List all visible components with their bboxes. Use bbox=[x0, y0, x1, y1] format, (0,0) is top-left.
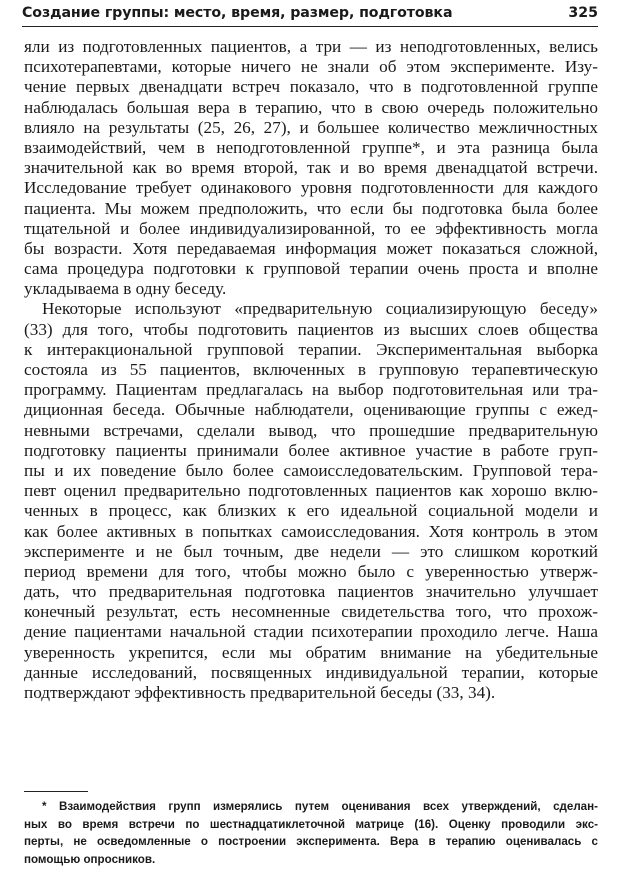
text-line: как более активных в попытках самоисследования. Хотя контроль в этом bbox=[24, 521, 598, 541]
text-line: программу. Пациентам предлагалась на выбор подготовительная или тра- bbox=[24, 380, 598, 400]
text-line: дать, что предварительная подготовка пациентов значительно улучшает bbox=[24, 582, 598, 602]
text-line: Исследование требует одинакового уровня подготовленности для каждого bbox=[24, 178, 598, 198]
text-line: пациента. Мы можем предположить, что если бы подготовка была более bbox=[24, 198, 598, 218]
text-line: данные исследований, посвященных индивидуальной терапии, которые bbox=[24, 662, 598, 682]
text-line: период времени для того, чтобы можно было с уверенностью утверж- bbox=[24, 561, 598, 581]
text-line: чение первых двенадцати встреч показало, что в подготовленной группе bbox=[24, 77, 598, 97]
page-number: 325 bbox=[568, 5, 598, 21]
running-title: Создание группы: место, время, размер, подготовка bbox=[22, 5, 453, 21]
text-line: эксперименте и не был точным, две недели — это слишком короткий bbox=[24, 541, 598, 561]
text-line: наблюдалась большая вера в терапию, что в свою очередь положительно bbox=[24, 97, 598, 117]
text-line: тщательной и более индивидуализированной, то ее эффективность могла bbox=[24, 218, 598, 238]
text-line: пы и их поведение было более самоисследовательским. Групповой тера- bbox=[24, 460, 598, 480]
text-line: психотерапевтами, которые ничего не знали об этом эксперименте. Изу- bbox=[24, 57, 598, 77]
text-line: сама процедура подготовки к групповой терапии очень проста и вполне bbox=[24, 259, 598, 279]
text-line: певт оценил предварительно подготовленных пациентов как хорошо вклю- bbox=[24, 481, 598, 501]
running-header bbox=[22, 4, 598, 27]
text-line: дение пациентами начальной стадии психотерапии проходило легче. Наша bbox=[24, 622, 598, 642]
text-line: невными встречами, сделали вывод, что прошедшие предварительную bbox=[24, 420, 598, 440]
text-line: диционная беседа. Обычные наблюдатели, оценивающие группы с ежед- bbox=[24, 400, 598, 420]
text-line: укладываема в одну беседу. bbox=[24, 279, 227, 299]
text-line: к интеракциональной групповой терапии. Экспериментальная выборка bbox=[24, 339, 598, 359]
footnote-divider bbox=[24, 791, 88, 792]
text-line: яли из подготовленных пациентов, а три — из неподготовленных, велись bbox=[24, 37, 598, 56]
text-line: состояла из 55 пациентов, включенных в групповую терапевтическую bbox=[24, 360, 598, 379]
text-line: конечный результат, есть несомненные свидетельства того, что прохож- bbox=[24, 602, 598, 622]
footnote-line: ных во время встречи по шестнадцатиклеточной матрице (16). Оценку проводили экс- bbox=[24, 817, 598, 831]
footnote-line: перты, не осведомленные о построении эксперимента. Вера в терапию оценивалась с bbox=[24, 835, 598, 849]
text-line: уверенность укрепится, если мы обратим внимание на убедительные bbox=[24, 642, 598, 662]
text-line: подтверждают эффективность предварительной беседы (33, 34). bbox=[24, 683, 496, 702]
footnote-line: * Взаимодействия групп измерялись путем оценивания всех утверждений, сделан- bbox=[42, 800, 598, 813]
text-line: взаимодействий, чем в неподготовленной группе*, и эта разница была bbox=[24, 137, 598, 157]
main-text bbox=[24, 37, 598, 703]
text-line: Некоторые используют «предварительную социализирующую беседу» bbox=[42, 299, 598, 319]
text-line: значительной как во время второй, так и во время двенадцатой встречи. bbox=[24, 158, 598, 178]
text-line: подготовку пациенты принимали более активное участие в работе груп- bbox=[24, 440, 598, 460]
text-line: влияло на результаты (25, 26, 27), и большее количество межличностных bbox=[24, 117, 598, 137]
text-line: бы возрасти. Хотя передаваемая информация может показаться сложной, bbox=[24, 238, 598, 258]
footnote bbox=[24, 798, 598, 868]
footnote-line: помощью опросников. bbox=[24, 852, 156, 866]
text-line: ченных в процесс, как близких к его идеальной социальной модели и bbox=[24, 501, 598, 521]
text-line: (33) для того, чтобы подготовить пациентов из высших слоев общества bbox=[24, 319, 598, 339]
